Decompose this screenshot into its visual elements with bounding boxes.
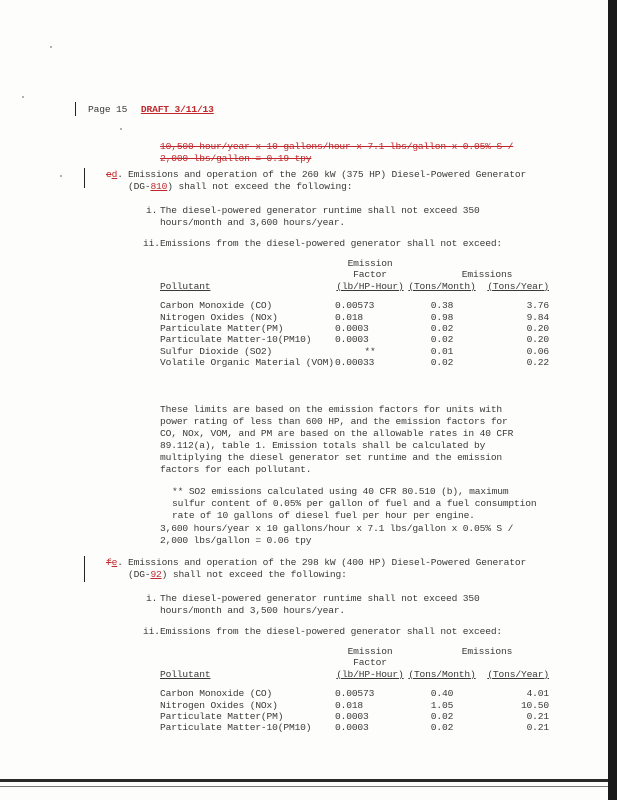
section-f-item-ii-numeral: ii. [143, 626, 160, 637]
section-f-item-i-line: hours/month and 3,500 hours/year. [160, 605, 346, 616]
table-row [160, 700, 549, 711]
section-f-item-i-numeral: i. [146, 593, 158, 604]
row-year: 0.20 [526, 334, 549, 346]
row-month: 0.02 [430, 323, 454, 335]
section-e-item-ii-text: Emissions from the diesel-powered generator shall not exceed: [160, 238, 503, 249]
table-row [160, 357, 549, 368]
section-f-emissions-table [160, 646, 549, 734]
row-factor: 0.00573 [335, 688, 375, 700]
row-month: 1.05 [430, 699, 454, 711]
row-factor: 0.0003 [335, 711, 369, 723]
section-e-intro [128, 169, 526, 193]
section-e-item-i-line: The diesel-powered generator runtime shall not exceed 350 [160, 205, 480, 216]
table-row [160, 722, 549, 733]
section-e-note-so2 [172, 486, 536, 522]
table-row [160, 323, 549, 334]
row-pollutant: Particulate Matter-10(PM10) [160, 722, 312, 734]
row-month: 0.02 [430, 722, 454, 734]
table-row [160, 346, 549, 357]
row-factor: 0.018 [335, 699, 364, 711]
section-f-item-ii-text: Emissions from the diesel-powered generator shall not exceed: [160, 626, 503, 637]
note-line: CO, NOx, VOM, and PM are based on the allowable rates in 40 CFR [160, 428, 514, 439]
scan-speck [50, 46, 52, 48]
section-e-item-i-line: hours/month and 3,600 hours/year. [160, 217, 346, 228]
row-month: 0.02 [430, 711, 454, 723]
draft-label: DRAFT 3/11/13 [140, 104, 214, 115]
note-line: factors for each pollutant. [160, 464, 312, 475]
section-e-unit-id: 810 [150, 181, 168, 192]
row-pollutant: Nitrogen Oxides (NOx) [160, 699, 278, 711]
table-row [160, 711, 549, 722]
scan-speck [22, 96, 24, 98]
right-edge-bar [608, 0, 617, 800]
header-factor-l3: (lb/HP-Hour) [336, 668, 404, 680]
header-month: (Tons/Month) [408, 280, 476, 292]
section-f-intro [128, 557, 526, 581]
section-f-intro-line-2: (DG-92) shall not exceed the following: [128, 569, 347, 580]
note-line: These limits are based on the emission factors for units with [160, 404, 503, 415]
header-change-bar [75, 102, 76, 116]
row-factor: 0.00033 [335, 357, 375, 369]
header-factor-l2: Factor [353, 269, 387, 281]
header-emissions: Emissions [461, 269, 513, 281]
row-pollutant: Particulate Matter(PM) [160, 711, 284, 723]
table-row [160, 300, 549, 311]
section-e-item-ii-numeral: ii. [143, 238, 160, 249]
struck-calculation [160, 141, 513, 165]
header-year: (Tons/Year) [487, 280, 549, 292]
row-pollutant: Carbon Monoxide (CO) [160, 688, 273, 700]
section-e-emissions-table [160, 258, 549, 369]
section-e-change-bar [84, 168, 85, 188]
header-factor-l1: Emission [347, 646, 393, 657]
header-factor-l2: Factor [353, 657, 387, 669]
row-pollutant: Particulate Matter(PM) [160, 323, 284, 335]
page-header [88, 104, 214, 116]
table-row [160, 334, 549, 345]
section-f-change-bar [84, 556, 85, 582]
section-f-old-letter: f [106, 557, 112, 568]
row-year: 10.50 [520, 699, 549, 711]
note-line: 89.112(a), table 1. Emission totals shall be calculated by [160, 440, 486, 451]
note-line: rate of 10 gallons of diesel fuel per hour per engine. [172, 510, 475, 521]
row-month: 0.02 [430, 334, 454, 346]
struck-calc-line: 10,500 hour/year x 10 gallons/hour x 7.1 lbs/gallon x 0.05% S / [160, 141, 514, 152]
section-e-note-limits [160, 404, 513, 476]
bottom-edge-bar [0, 779, 608, 782]
section-f-intro-line: Emissions and operation of the 298 kW (400 HP) Diesel-Powered Generator [128, 557, 527, 568]
scan-speck [60, 175, 62, 177]
row-pollutant: Nitrogen Oxides (NOx) [160, 311, 278, 323]
row-factor: 0.00573 [335, 300, 375, 312]
struck-calc-line: 2,000 lbs/gallon = 0.19 tpy [160, 153, 312, 164]
row-month: 0.01 [430, 345, 454, 357]
row-month: 0.40 [430, 688, 454, 700]
row-pollutant: Volatile Organic Material (VOM) [160, 357, 334, 369]
row-year: 9.84 [526, 311, 549, 323]
page-number: 15 [116, 104, 128, 115]
section-e-item-i-numeral: i. [146, 205, 158, 216]
calc-line: 2,000 lbs/gallon = 0.06 tpy [160, 535, 312, 546]
note-line: power rating of less than 600 HP, and the emission factors for [160, 416, 508, 427]
section-e-intro-line-2: (DG-810) shall not exceed the following: [128, 181, 353, 192]
section-f-new-letter: e [111, 557, 118, 568]
row-year: 0.20 [526, 323, 549, 335]
section-f-item-i-text [160, 593, 480, 617]
note-line: multiplying the diesel generator set runtime and the emission [160, 452, 503, 463]
header-emissions: Emissions [461, 646, 513, 657]
row-factor: 0.0003 [335, 323, 369, 335]
row-month: 0.02 [430, 357, 454, 369]
table-header-row [160, 669, 549, 680]
note-line: sulfur content of 0.05% per gallon of fuel and a fuel consumption [172, 498, 537, 509]
section-f-letter: fe. [106, 557, 123, 568]
row-pollutant: Particulate Matter-10(PM10) [160, 334, 312, 346]
row-year: 0.21 [526, 711, 549, 723]
header-factor-l3: (lb/HP-Hour) [336, 280, 404, 292]
note-line: ** SO2 emissions calculated using 40 CFR 80.510 (b), maximum [172, 486, 509, 497]
table-header-row [160, 281, 549, 292]
header-factor-l1: Emission [347, 258, 393, 269]
bottom-edge-bar-2 [0, 786, 608, 787]
section-e-new-letter: d [111, 169, 118, 180]
header-month: (Tons/Month) [408, 668, 476, 680]
row-factor: 0.018 [335, 311, 364, 323]
scan-speck [120, 128, 122, 130]
section-e-calculation [160, 523, 513, 547]
row-pollutant: Carbon Monoxide (CO) [160, 300, 273, 312]
row-month: 0.98 [430, 311, 454, 323]
header-year: (Tons/Year) [487, 668, 549, 680]
row-month: 0.38 [430, 300, 454, 312]
section-e-intro-line: Emissions and operation of the 260 kW (375 HP) Diesel-Powered Generator [128, 169, 527, 180]
calc-line: 3,600 hours/year x 10 gallons/hour x 7.1 lbs/gallon x 0.05% S / [160, 523, 514, 534]
row-factor: ** [364, 345, 376, 357]
row-factor: 0.0003 [335, 722, 369, 734]
section-e-old-letter: e [106, 169, 112, 180]
section-e-letter: ed. [106, 169, 123, 180]
section-f-item-i-line: The diesel-powered generator runtime shall not exceed 350 [160, 593, 480, 604]
row-year: 0.22 [526, 357, 549, 369]
section-f-unit-id: 92 [150, 569, 162, 580]
row-year: 4.01 [526, 688, 549, 700]
table-row [160, 312, 549, 323]
table-header-row [160, 269, 549, 280]
row-year: 0.06 [526, 345, 549, 357]
row-factor: 0.0003 [335, 334, 369, 346]
header-pollutant: Pollutant [160, 668, 211, 680]
row-year: 3.76 [526, 300, 549, 312]
table-header-row [160, 258, 549, 269]
row-year: 0.21 [526, 722, 549, 734]
table-header-row [160, 646, 549, 657]
table-row [160, 688, 549, 699]
section-e-item-i-text [160, 205, 480, 229]
header-pollutant: Pollutant [160, 280, 211, 292]
row-pollutant: Sulfur Dioxide (SO2) [160, 345, 273, 357]
table-header-row [160, 657, 549, 668]
page-label: Page [88, 104, 111, 115]
